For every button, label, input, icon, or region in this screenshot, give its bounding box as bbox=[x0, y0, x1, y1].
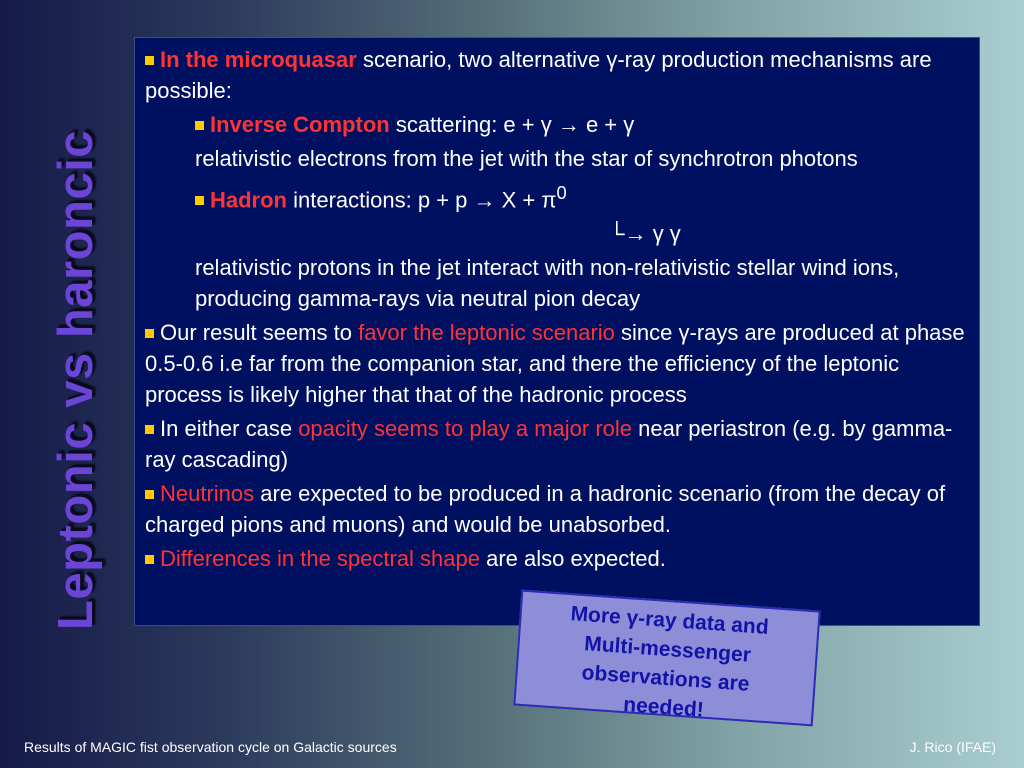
paragraph-neutrinos bbox=[145, 478, 967, 540]
slide-title: Leptonic vs haroncic bbox=[49, 129, 103, 631]
paragraph-hadron bbox=[195, 177, 967, 215]
bullet-icon bbox=[195, 121, 204, 130]
text-segment: since γ-rays are produced at phase 0.5-0.6 i.e far from the companion star, and there the efficiency of the leptonic process is likely higher that that of the hadronic process bbox=[145, 320, 965, 408]
paragraph-pion-decay-arrow: └→ γ γ bbox=[609, 221, 681, 247]
highlight-neutrinos: Neutrinos bbox=[160, 481, 255, 507]
text-segment: are expected to be produced in a hadronic scenario (from the decay of charged pions and muons) and would be unabsorbed. bbox=[145, 481, 946, 538]
highlight-opacity: opacity seems to play a major role bbox=[298, 416, 633, 442]
note-line: observations are bbox=[580, 661, 751, 696]
highlight-inverse-compton: Inverse Compton bbox=[210, 112, 390, 137]
paragraph-inverse-compton bbox=[195, 109, 967, 140]
text-segment: scattering: e + γ → e + γ bbox=[389, 112, 635, 137]
text-segment: near periastron (e.g. by gamma-ray cascading) bbox=[145, 416, 953, 473]
footer-author: J. Rico (IFAE) bbox=[909, 739, 996, 755]
text-segment: scenario, two alternative bbox=[356, 47, 607, 72]
text-segment: In either case bbox=[160, 416, 299, 442]
highlight-spectral: Differences in the spectral shape bbox=[160, 546, 480, 572]
bullet-icon bbox=[145, 555, 154, 564]
paragraph-electrons: relativistic electrons from the jet with the star of synchrotron photons bbox=[195, 146, 858, 171]
footer-left-text: Results of MAGIC fist observation cycle on Galactic sources bbox=[24, 739, 397, 755]
text-segment: -ray production mechanisms are possible: bbox=[145, 47, 932, 103]
paragraph-microquasar bbox=[145, 44, 967, 106]
callout-note bbox=[513, 590, 820, 727]
highlight-hadron: Hadron bbox=[210, 187, 287, 213]
text-segment: are also expected. bbox=[480, 546, 666, 572]
paragraph-protons: relativistic protons in the jet interact with non-relativistic stellar wind ions, producing gamma-rays via neutral pion decay bbox=[195, 255, 900, 312]
paragraph-result bbox=[145, 317, 967, 410]
highlight-microquasar: In the microquasar bbox=[160, 47, 357, 72]
paragraph-spectral bbox=[145, 543, 967, 574]
note-line: needed! bbox=[622, 693, 705, 722]
text-segment: interactions: p + p → X + π bbox=[287, 187, 557, 213]
title-container bbox=[40, 90, 112, 670]
bullet-icon bbox=[145, 56, 154, 65]
note-line: Multi-messenger bbox=[583, 632, 752, 667]
paragraph-opacity bbox=[145, 413, 967, 475]
bullet-icon bbox=[145, 425, 154, 434]
highlight-leptonic: favor the leptonic scenario bbox=[358, 320, 615, 346]
text-segment: Our result seems to bbox=[160, 320, 359, 346]
bullet-icon bbox=[145, 329, 154, 338]
superscript-zero: 0 bbox=[556, 182, 567, 203]
bullet-icon bbox=[145, 490, 154, 499]
bullet-icon bbox=[195, 196, 204, 205]
gamma-symbol: γ bbox=[606, 47, 618, 72]
content-panel bbox=[134, 37, 980, 626]
note-line: More γ-ray data and bbox=[569, 602, 770, 639]
